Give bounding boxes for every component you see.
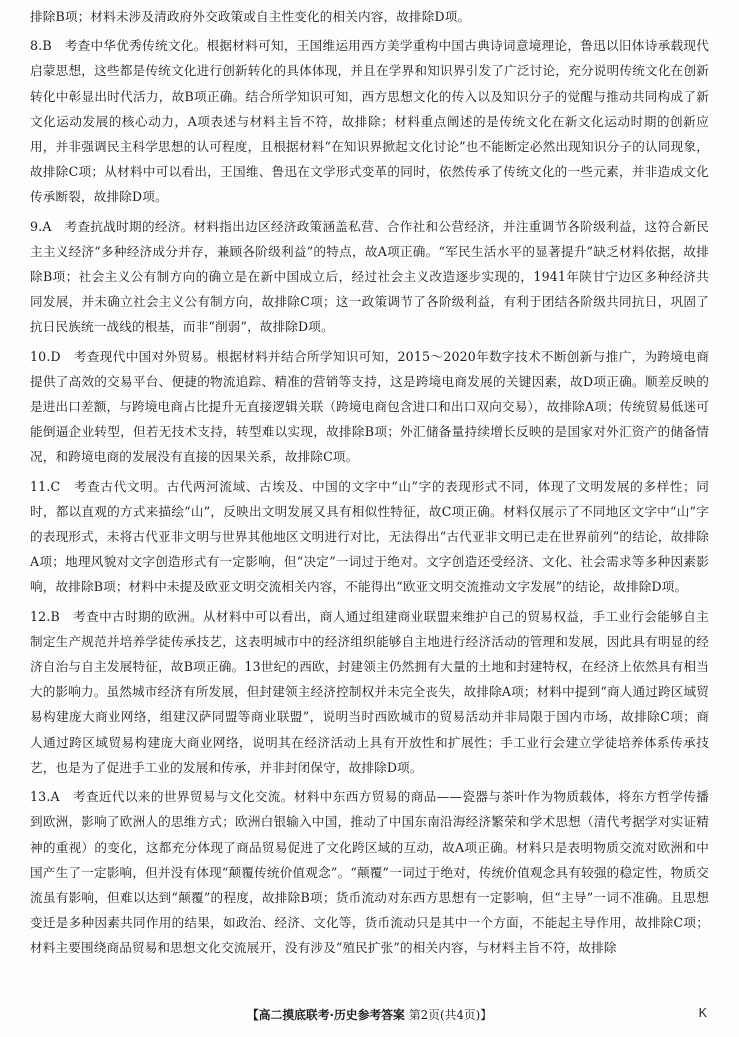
footer-page-number: 第2页(共4页)】 xyxy=(408,1008,493,1022)
footer-code: K xyxy=(698,1006,707,1020)
answer-item-8: 8.B 考查中华优秀传统文化。根据材料可知，王国维运用西方美学重构中国古典诗词意境理论，鲁迅以旧体诗承载现代启蒙思想，这些都是传统文化进行创新转化的具体体现，并且在学界和知识界引发了广泛讨论，充分说明传统文化在创新转化中彰显出时代活力，故B项正确。结合所学知识可知，西方思想文化的传入以及知识分子的觉醒与推动共同构成了新文化运动发展的核心动力，A项表述与材料主旨不符，故排除；材料重点阐述的是传统文化在新文化运动时期的创新应用，并非强调民主科学思想的认可程度，且根据材料“在知识界掀起文化讨论”也不能断定必然出现知识分子的认同现象，故排除C项；从材料中可以看出，王国维、鲁迅在文学形式变革的同时，依然传承了传统文化的一些元素，并非造成文化传承断裂，故排除D项。 xyxy=(30,38,709,205)
footer-title-line xyxy=(0,1006,739,1023)
answer-item-13: 13.A 考查近代以来的世界贸易与文化交流。材料中东西方贸易的商品——瓷器与茶叶作为物质载体，将东方哲学传播到欧洲，影响了欧洲人的思维方式；欧洲白银输入中国，推动了中国东南沿海经济繁荣和学术思想（清代考据学对实证精神的重视）的变化，这都充分体现了商品贸易促进了文化跨区域的互动，故A项正确。材料只是表明物质交流对欧洲和中国产生了一定影响，但并没有体现“颠覆传统价值观念”。“颠覆”一词过于绝对，传统价值观念具有较强的稳定性，物质交流虽有影响，但难以达到“颠覆”的程度，故排除B项；货币流动对东西方思想有一定影响，但“主导”一词不准确。且思想变迁是多种因素共同作用的结果，如政治、经济、文化等，货币流动只是其中一个方面，不能起主导作用，故排除C项；材料主要围绕商品贸易和思想文化交流展开，没有涉及“殖民扩张”的相关内容，与材料主旨不符，故排除 xyxy=(30,789,709,956)
page-footer xyxy=(0,1006,739,1028)
answer-item-10: 10.D 考查现代中国对外贸易。根据材料并结合所学知识可知，2015～2020年数字技术不断创新与推广，为跨境电商提供了高效的交易平台、便捷的物流追踪、精准的营销等支持，这是跨境电商发展的关键因素，故D项正确。顺差反映的是进出口差额，与跨境电商占比提升无直接逻辑关联（跨境电商包含进口和出口双向交易），故排除A项；传统贸易低迷可能倒逼企业转型，但若无技术支持，转型难以实现，故排除B项；外汇储备量持续增长反映的是国家对外汇资产的储备情况，和跨境电商的发展没有直接的因果关系，故排除C项。 xyxy=(30,348,709,465)
answer-item-11: 11.C 考查古代文明。古代两河流域、古埃及、中国的文字中“山”字的表现形式不同，体现了文明发展的多样性；同时，都以直观的方式来描绘“山”，反映出文明发展又具有相似性特征，故C项正确。材料仅展示了不同地区文字中“山”字的表现形式，未将古代亚非文明与世界其他地区文明进行对比，无法得出“古代亚非文明已走在世界前列”的结论，故排除A项；地理风貌对文字创造形式有一定影响，但“决定”一词过于绝对。文字创造还受经济、文化、社会需求等多种因素影响，故排除B项；材料中未提及欧亚文明交流相关内容，不能得出“欧亚文明交流推动文字发展”的结论，故排除D项。 xyxy=(30,478,709,595)
lead-paragraph: 排除B项；材料未涉及清政府外交政策或自主性变化的相关内容，故排除D项。 xyxy=(30,9,471,24)
footer-title: 【高二摸底联考·历史参考答案 xyxy=(246,1008,405,1022)
answer-item-12: 12.B 考查中古时期的欧洲。从材料中可以看出，商人通过组建商业联盟来维护自己的贸易权益，手工业行会能够自主制定生产规范并培养学徒传承技艺，这表明城市中的经济组织能够自主地进行经济活动的管理和发展，因此具有明显的经济自治与自主发展特征，故B项正确。13世纪的西欧，封建领主仍然拥有大量的土地和封建特权，在经济上依然具有相当大的影响力。虽然城市经济有所发展，但封建领主经济控制权并未完全丧失，故排除A项；材料中提到“商人通过跨区域贸易构建庞大商业网络，组建汉萨同盟等商业联盟”，说明当时西欧城市的贸易活动并非局限于国内市场，故排除C项；商人通过跨区域贸易构建庞大商业网络，说明其在经济活动上具有开放性和扩展性；手工业行会建立学徒培养体系传承技艺，也是为了促进手工业的发展和传承，并非封闭保守，故排除D项。 xyxy=(30,608,709,775)
answer-item-9: 9.A 考查抗战时期的经济。材料指出边区经济政策涵盖私营、合作社和公营经济，并注重调节各阶级利益，这符合新民主主义经济“多种经济成分并存，兼顾各阶级利益”的特点，故A项正确。“军民生活水平的显著提升”缺乏材料依据，故排除B项；社会主义公有制方向的确立是在新中国成立后，经过社会主义改造逐步实现的，1941年陕甘宁边区多种经济共同发展，并未确立社会主义公有制方向，故排除C项；这一政策调节了各阶级利益，有利于团结各阶级共同抗日，巩固了抗日民族统一战线的根基，而非“削弱”，故排除D项。 xyxy=(30,218,709,335)
